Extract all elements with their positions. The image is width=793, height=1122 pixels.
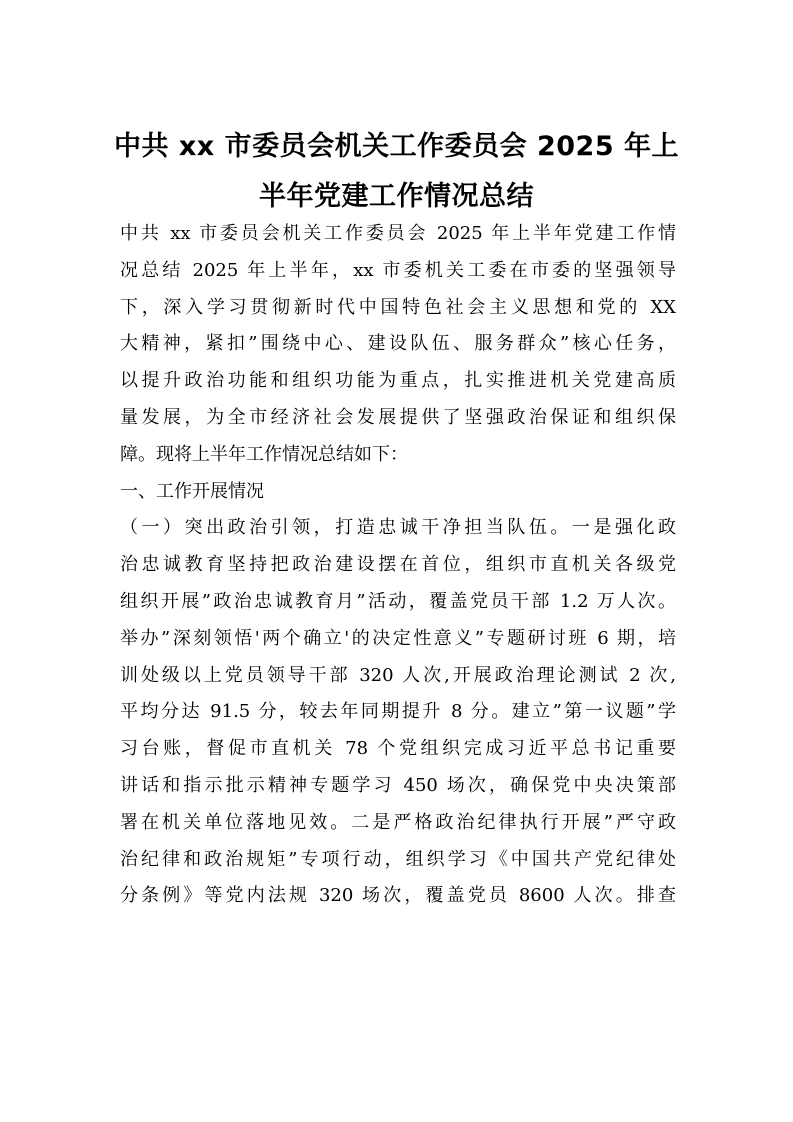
body-line: 治忠诚教育坚持把政治建设摆在首位，组织市直机关各级党 (120, 554, 676, 576)
body-line: 中共 xx 市委员会机关工作委员会 2025 年上半年党建工作情 (120, 223, 676, 244)
body-line: 以提升政治功能和组织功能为重点，扎实推进机关党建高质 (120, 370, 676, 392)
body-line: 大精神，紧扣”围绕中心、建设队伍、服务群众”核心任务， (120, 333, 676, 355)
body-line: 讲话和指示批示精神专题学习 450 场次，确保党中央决策部 (120, 774, 676, 796)
body-line: 治纪律和政治规矩”专项行动，组织学习《中国共产党纪律处 (120, 848, 676, 870)
section-heading: 一、工作开展情况 (120, 480, 264, 502)
document-body (120, 216, 676, 915)
body-line: 训处级以上党员领导干部 320 人次,开展政治理论测试 2 次, (120, 664, 676, 686)
body-line: 下，深入学习贯彻新时代中国特色社会主义思想和党的 XX (120, 296, 676, 318)
body-line: 习台账，督促市直机关 78 个党组织完成习近平总书记重要 (120, 738, 676, 760)
body-line: （一）突出政治引领，打造忠诚干净担当队伍。一是强化政 (120, 517, 676, 539)
body-line: 署在机关单位落地见效。二是严格政治纪律执行开展”严守政 (120, 811, 676, 833)
title-line: 中共 xx 市委员会机关工作委员会 2025 年上 (113, 131, 680, 162)
body-line: 障。现将上半年工作情况总结如下： (120, 443, 408, 465)
body-line: 平均分达 91.5 分，较去年同期提升 8 分。建立”第一议题”学 (120, 701, 676, 723)
body-line: 举办”深刻领悟'两个确立'的决定性意义”专题研讨班 6 期，培 (120, 627, 676, 649)
body-line: 量发展，为全市经济社会发展提供了坚强政治保证和组织保 (120, 406, 676, 428)
body-line: 组织开展”政治忠诚教育月”活动，覆盖党员干部 1.2 万人次。 (120, 590, 676, 612)
body-line: 分条例》等党内法规 320 场次，覆盖党员 8600 人次。排查 (120, 885, 676, 907)
document-title (100, 122, 693, 222)
title-line: 半年党建工作情况总结 (259, 181, 534, 212)
body-line: 况总结 2025 年上半年，xx 市委机关工委在市委的坚强领导 (120, 259, 676, 281)
